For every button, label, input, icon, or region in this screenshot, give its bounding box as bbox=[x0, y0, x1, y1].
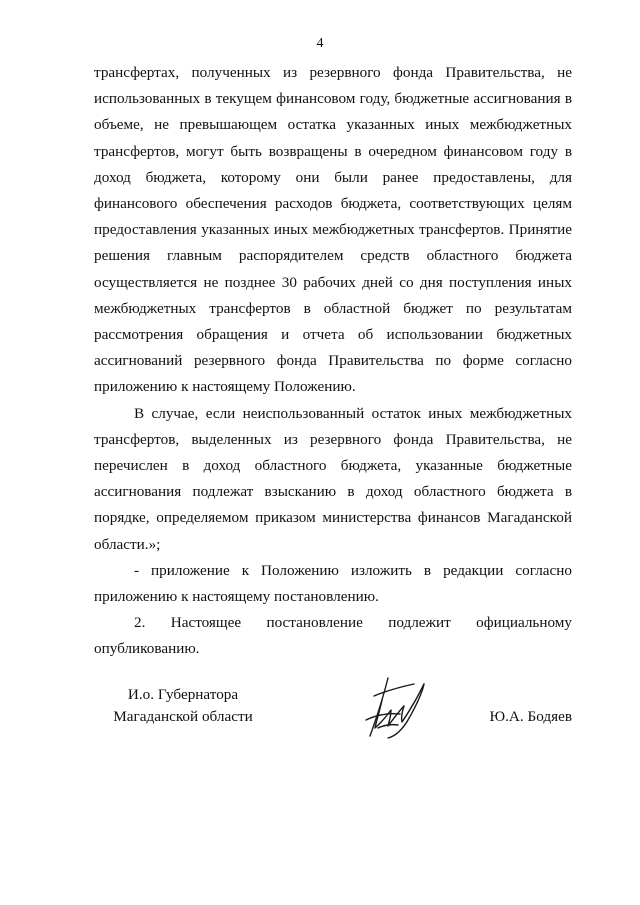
handwritten-signature bbox=[358, 670, 442, 744]
document-body bbox=[94, 60, 572, 663]
signature-block bbox=[0, 684, 640, 764]
page-number: 4 bbox=[316, 36, 324, 51]
paragraph-unused-balance: В случае, если неиспользованный остаток иных межбюджетных трансфертов, выделенных из резервного фонда Правительства, не перечислен в доход областного бюджета, указанные бюджетные ассигнования подлежат взысканию в доход областного бюджета в порядке, определяемом приказом министерства финансов Магаданской области.»; bbox=[94, 404, 572, 553]
paragraph-continuation: трансфертах, полученных из резервного фонда Правительства, не использованных в текущем финансовом году, бюджетные ассигнования в объеме, не превышающем остатка указанных иных межбюджетных трансфертов, могут быть возвращены в очередном финансовом году в доход бюджета, которому они были ранее предоставлены, для финансового обеспечения расходов бюджета, соответствующих целям предоставления указанных иных межбюджетных трансфертов. Принятие решения главным распорядителем средств областного бюджета осуществляется не позднее 30 рабочих дней со дня поступления иных межбюджетных трансфертов в областной бюджет по результатам рассмотрения обращения и отчета об использовании бюджетных ассигнований резервного фонда Правительства по форме согласно приложению к настоящему Положению. bbox=[94, 64, 572, 396]
paragraph-appendix-amendment: - приложение к Положению изложить в редакции согласно приложению к настоящему постановлению. bbox=[94, 561, 572, 606]
signatory-title-line-1: И.о. Губернатора bbox=[127, 686, 239, 703]
signatory-name: Ю.А. Бодяев bbox=[489, 708, 572, 725]
paragraph-publication: 2. Настоящее постановление подлежит официальному опубликованию. bbox=[94, 614, 572, 658]
signatory-title bbox=[98, 684, 268, 728]
signatory-title-line-2: Магаданской области bbox=[113, 708, 253, 725]
